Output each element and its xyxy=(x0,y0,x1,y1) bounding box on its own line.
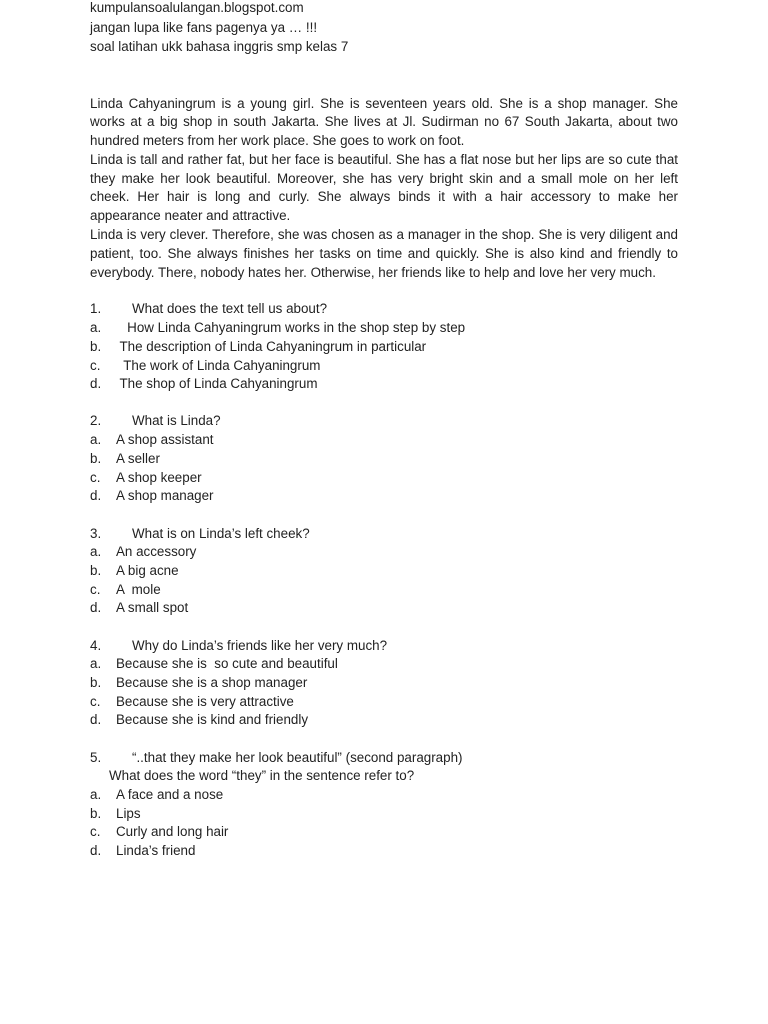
question-subtext: What does the word “they” in the sentence refer to? xyxy=(109,768,415,784)
answer-option[interactable] xyxy=(90,543,678,562)
question-text: What does the text tell us about? xyxy=(132,301,328,317)
option-text: The description of Linda Cahyaningrum in particular xyxy=(116,338,427,354)
option-text: The shop of Linda Cahyaningrum xyxy=(116,376,318,392)
option-text: An accessory xyxy=(116,544,197,560)
option-letter: a. xyxy=(90,320,102,336)
question-text: Why do Linda’s friends like her very much? xyxy=(132,637,388,653)
answer-option[interactable] xyxy=(90,319,678,338)
option-letter: b. xyxy=(90,805,102,821)
answer-option[interactable] xyxy=(90,431,678,450)
question-5 xyxy=(90,749,678,861)
question-number: 3. xyxy=(90,525,102,541)
question-text: What is Linda? xyxy=(132,413,221,429)
option-letter: d. xyxy=(90,843,102,859)
option-letter: a. xyxy=(90,544,102,560)
option-letter: d. xyxy=(90,376,102,392)
option-letter: a. xyxy=(90,432,102,448)
option-text: A small spot xyxy=(116,600,189,616)
header-note: jangan lupa like fans pagenya ya … !!! xyxy=(90,19,318,35)
question-number: 5. xyxy=(90,749,102,765)
answer-option[interactable] xyxy=(90,357,678,376)
answer-option[interactable] xyxy=(90,375,678,394)
question-stem xyxy=(90,749,678,768)
option-letter: c. xyxy=(90,469,101,485)
question-1 xyxy=(90,300,678,394)
answer-option[interactable] xyxy=(90,450,678,469)
option-text: Linda’s friend xyxy=(116,843,196,859)
option-text: Because she is so cute and beautiful xyxy=(116,656,338,672)
option-letter: d. xyxy=(90,600,102,616)
answer-option[interactable] xyxy=(90,338,678,357)
option-letter: c. xyxy=(90,824,101,840)
answer-option[interactable] xyxy=(90,674,678,693)
option-text: A big acne xyxy=(116,562,179,578)
option-text: Because she is very attractive xyxy=(116,693,294,709)
option-letter: a. xyxy=(90,786,102,802)
option-text: A face and a nose xyxy=(116,786,224,802)
question-stem xyxy=(90,637,678,656)
question-stem xyxy=(90,300,678,319)
option-letter: c. xyxy=(90,357,101,373)
option-letter: c. xyxy=(90,581,101,597)
option-text: Lips xyxy=(116,805,141,821)
option-letter: b. xyxy=(90,674,102,690)
option-text: The work of Linda Cahyaningrum xyxy=(116,357,321,373)
header-website: kumpulansoalulangan.blogspot.com xyxy=(90,0,304,15)
answer-option[interactable] xyxy=(90,655,678,674)
option-text: Curly and long hair xyxy=(116,824,229,840)
answer-option[interactable] xyxy=(90,711,678,730)
option-text: A mole xyxy=(116,581,161,597)
option-letter: a. xyxy=(90,656,102,672)
question-number: 4. xyxy=(90,637,102,653)
answer-option[interactable] xyxy=(90,487,678,506)
question-3 xyxy=(90,525,678,619)
option-text: Because she is kind and friendly xyxy=(116,712,309,728)
answer-option[interactable] xyxy=(90,693,678,712)
answer-option[interactable] xyxy=(90,469,678,488)
question-stem xyxy=(90,525,678,544)
option-text: A shop keeper xyxy=(116,469,202,485)
question-list xyxy=(90,300,678,860)
header-title: soal latihan ukk bahasa inggris smp kelas 7 xyxy=(90,39,349,54)
passage-paragraph: Linda Cahyaningrum is a young girl. She is seventeen years old. She is a shop manager. She works at a big shop in south Jakarta. She lives at Jl. Sudirman no 67 South Jakarta, about two hundred meters from her work place. She goes to work on foot. xyxy=(90,95,678,149)
question-number: 2. xyxy=(90,413,102,429)
option-text: Because she is a shop manager xyxy=(116,674,308,690)
document-page xyxy=(90,0,678,879)
page-header xyxy=(90,0,678,57)
answer-option[interactable] xyxy=(90,562,678,581)
option-letter: d. xyxy=(90,488,102,504)
question-number: 1. xyxy=(90,301,102,317)
question-4 xyxy=(90,637,678,731)
question-stem xyxy=(90,412,678,431)
answer-option[interactable] xyxy=(90,599,678,618)
option-letter: b. xyxy=(90,562,102,578)
answer-option[interactable] xyxy=(90,581,678,600)
option-letter: b. xyxy=(90,450,102,466)
option-letter: b. xyxy=(90,338,102,354)
answer-option[interactable] xyxy=(90,823,678,842)
option-letter: c. xyxy=(90,693,101,709)
option-text: A seller xyxy=(116,450,160,466)
answer-option[interactable] xyxy=(90,786,678,805)
reading-passage xyxy=(90,95,678,283)
option-text: A shop assistant xyxy=(116,432,214,448)
passage-paragraph: Linda is tall and rather fat, but her face is beautiful. She has a flat nose but her lips are so cute that they make her look beautiful. Moreover, she has very bright skin and a small mole on her left cheek. Her hair is long and curly. She always binds it with a hair accessory to make her appearance neater and attractive. xyxy=(90,151,678,224)
option-letter: d. xyxy=(90,712,102,728)
passage-paragraph: Linda is very clever. Therefore, she was chosen as a manager in the shop. She is very diligent and patient, too. She always finishes her tasks on time and quickly. She is also kind and friendly to everybody. There, nobody hates her. Otherwise, her friends like to help and love her very much. xyxy=(90,227,678,280)
question-text: What is on Linda’s left cheek? xyxy=(132,525,310,541)
option-text: How Linda Cahyaningrum works in the shop step by step xyxy=(116,320,466,336)
question-2 xyxy=(90,412,678,506)
answer-option[interactable] xyxy=(90,805,678,824)
question-text: “..that they make her look beautiful” (second paragraph) xyxy=(132,749,463,765)
option-text: A shop manager xyxy=(116,488,214,504)
answer-option[interactable] xyxy=(90,842,678,861)
